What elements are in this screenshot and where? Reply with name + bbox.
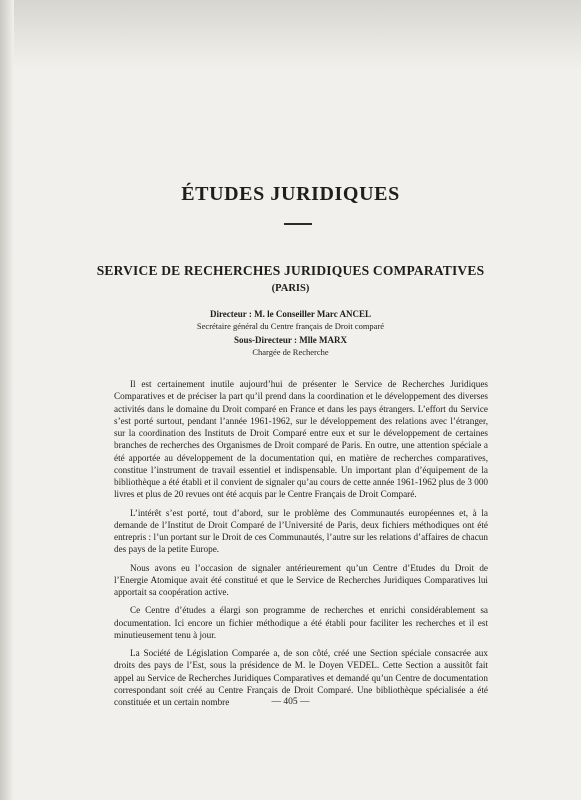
article-location: (PARIS) (271, 283, 310, 294)
article-title: SERVICE DE RECHERCHES JURIDIQUES COMPARATIVES (96, 263, 485, 278)
paragraph: La Société de Législation Comparée a, de son côté, créé une Section spéciale consacrée aux droits des pays de l’Est, sous la présidence de M. le Doyen VEDEL. Cette Section a aussitôt fait appel au Service de Recherches Juridiques Comparatives et demandé qu’un Centre de documentation correspondant soit créé au Centre Français de Droit Comparé. Une bibliothèque spécialisée a été constituée et un certain nombre (114, 648, 488, 707)
director-line (0, 309, 581, 319)
article-body (114, 378, 488, 714)
paragraph: Ce Centre d’études a élargi son programme de recherches et enrichi considérablement sa documentation. Ici encore un fichier méthodique a été établi pour faciliter les recherches et il est minutieusement tenu à jour. (114, 605, 488, 640)
paragraph: L’intérêt s’est porté, tout d’abord, sur le problème des Communautés européennes et, à la demande de l’Institut de Droit Comparé de l’Université de Paris, deux fichiers méthodiques ont été entrepris : l’un portant sur le Droit de ces Communautés, l’autre sur les relations d’affaires de chacun des pays de la petite Europe. (114, 507, 488, 555)
deputy-line (0, 335, 581, 345)
page-edge (0, 0, 14, 800)
page-number: — 405 — (271, 697, 310, 707)
title-divider (284, 223, 312, 225)
deputy-name: Sous-Directeur : Mlle MARX (234, 335, 347, 345)
director-role: Secrétaire général du Centre français de Droit comparé (196, 321, 385, 331)
paragraph: Nous avons eu l’occasion de signaler antérieurement qu’un Centre d’Etudes du Droit de l’Energie Atomique avait été constitué et que le Service de Recherches Juridiques Comparatives lui apportait sa coopération active. (114, 562, 488, 597)
paragraph: Il est certainement inutile aujourd’hui de présenter le Service de Recherches Juridiques Comparatives et de préciser la part qu’il prend dans la coordination et le développement des diverses activités dans le domaine du Droit comparé en France et dans les pays étrangers. L’effort du Service s’est porté surtout, pendant l’année 1961-1962, sur le développement des relations avec l’étranger, sur la coordination des Instituts de Droit Comparé entre eux et sur le développement de certaines branches de recherches des Organismes de Droit comparé de Paris. En outre, une attention spéciale a été apportée au développement de la documentation qui, en matière de recherches comparatives, constitue l’instrument de travail essentiel et indispensable. Un important plan d’équipement de la bibliothèque a été établi et il convient de signaler qu’au cours de cette année 1961-1962 plus de 3 000 livres et plus de 20 revues ont été acquis par le Centre Français de Droit Comparé. (114, 379, 489, 500)
deputy-role: Chargée de Recherche (252, 347, 329, 357)
director-name: Directeur : M. le Conseiller Marc ANCEL (209, 309, 372, 319)
journal-section-title: ÉTUDES JURIDIQUES (181, 183, 400, 205)
scan-shadow (0, 0, 581, 70)
